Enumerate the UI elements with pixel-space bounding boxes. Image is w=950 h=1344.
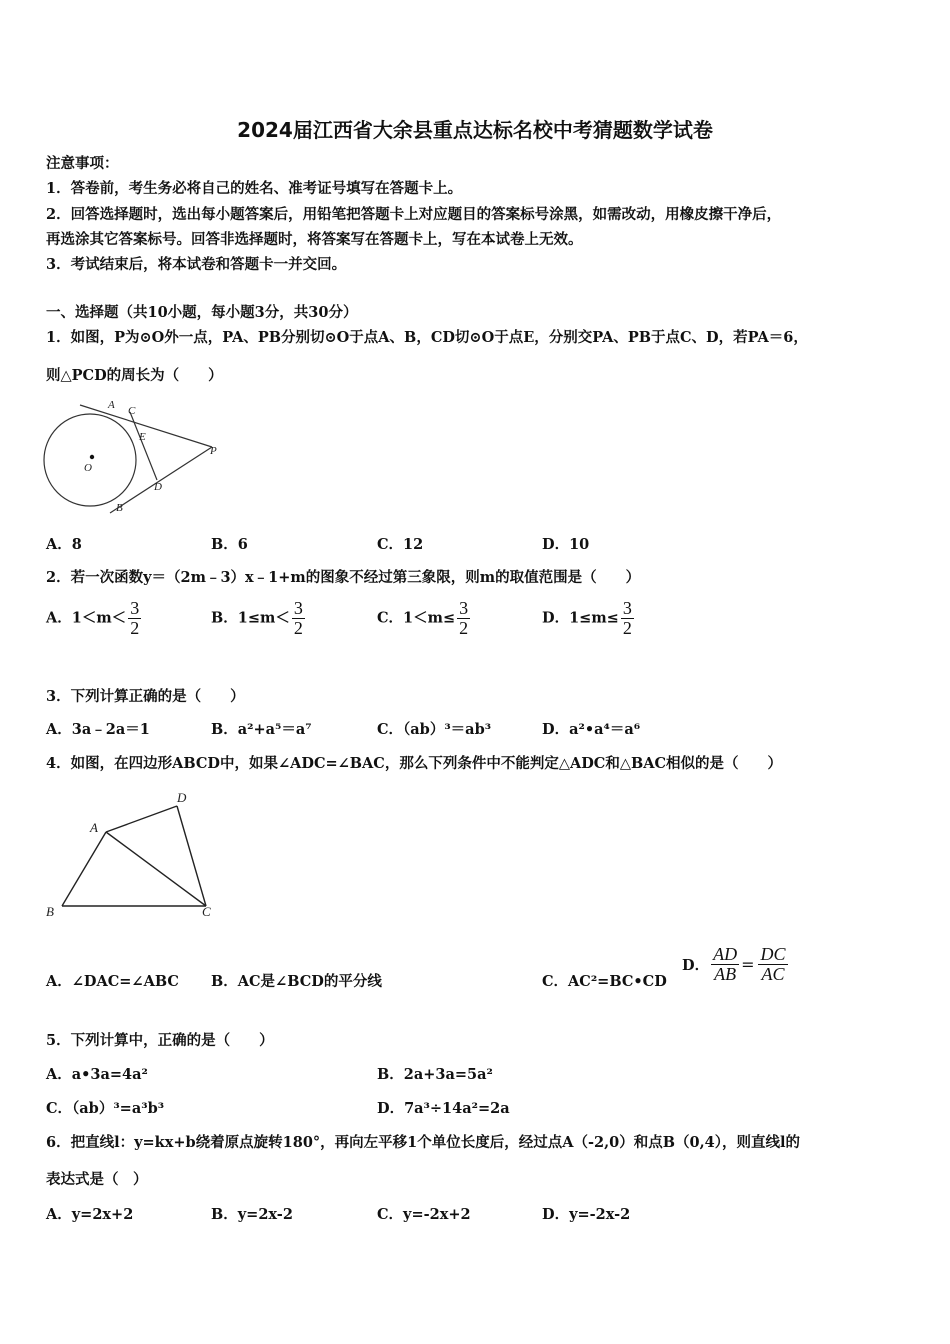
label-b: B (116, 502, 123, 514)
segment-dc (177, 806, 206, 906)
denominator: 2 (130, 617, 140, 638)
q6-option-c: C．y=-2x+2 (377, 1206, 471, 1223)
denominator: AC (761, 963, 785, 984)
denominator: AB (714, 963, 737, 984)
page-title: 2024届江西省大余县重点达标名校中考猜题数学试卷 (237, 118, 713, 142)
q4-quadrilateral-figure (44, 790, 224, 920)
notice-heading: 注意事项： (46, 155, 119, 172)
label-p: P (210, 445, 217, 457)
q5-option-c: C．（ab）³=a³b³ (46, 1100, 165, 1117)
q6-option-b: B．y=2x-2 (211, 1206, 293, 1223)
q5-option-b: B．2a+3a=5a² (377, 1066, 493, 1083)
q6-option-a: A．y=2x+2 (46, 1206, 134, 1223)
notice-item-1: 1．答卷前，考生务必将自己的姓名、准考证号填写在答题卡上。 (46, 180, 463, 197)
numerator: 3 (293, 598, 303, 618)
q4-option-a: A．∠DAC=∠ABC (46, 973, 179, 990)
q3-stem: 3．下列计算正确的是（ ） (46, 688, 245, 705)
q4-option-d-prefix: D． (682, 956, 710, 974)
q6-option-d: D．y=-2x-2 (542, 1206, 631, 1223)
label-d: D (154, 481, 162, 493)
q3-option-d: D．a²•a⁴＝a⁶ (542, 721, 641, 738)
fraction-dc-ac (758, 945, 787, 984)
segment-ad (106, 806, 177, 832)
q4-stem: 4．如图，在四边形ABCD中，如果∠ADC=∠BAC，那么下列条件中不能判定△ADC和△BAC相似的是（ ） (46, 755, 783, 772)
segment-ab (62, 832, 106, 906)
q1-stem-line2: 则△PCD的周长为（ ） (46, 367, 223, 384)
q1-option-a: A．8 (46, 536, 82, 553)
q4-option-d (682, 945, 788, 984)
q2-option-c (377, 599, 470, 638)
q1-stem-line1: 1．如图，P为⊙O外一点，PA、PB分别切⊙O于点A、B，CD切⊙O于点E，分别交PA、PB于点C、D，若PA＝6， (46, 329, 808, 346)
q1-option-c: C．12 (377, 536, 424, 553)
q2-stem: 2．若一次函数y＝（2m﹣3）x﹣1+m的图象不经过第三象限，则m的取值范围是（ ） (46, 569, 641, 586)
notice-item-2b: 再选涂其它答案标号。回答非选择题时，将答案写在答题卡上，写在本试卷上无效。 (46, 231, 583, 248)
label-c: C (202, 904, 211, 919)
q3-option-c: C．（ab）³＝ab³ (377, 721, 492, 738)
q3-option-a: A．3a﹣2a＝1 (46, 721, 150, 738)
q2-option-b-prefix: B．1≤m＜ (211, 609, 290, 627)
circle-o (44, 414, 136, 506)
q1-circle-tangent-figure (40, 395, 230, 520)
fraction-ad-ab (711, 945, 739, 984)
q5-stem: 5．下列计算中，正确的是（ ） (46, 1032, 274, 1049)
numerator: AD (713, 944, 738, 964)
label-o: O (84, 462, 92, 474)
section-heading: 一、选择题（共10小题，每小题3分，共30分） (46, 304, 358, 321)
q6-stem-line2: 表达式是（ ） (46, 1171, 148, 1188)
q1-option-b: B．6 (211, 536, 248, 553)
label-a: A (90, 820, 98, 835)
q2-option-a-prefix: A．1＜m＜ (46, 609, 127, 627)
label-c: C (128, 405, 136, 417)
numerator: 3 (459, 598, 469, 618)
q3-option-b: B．a²+a⁵＝a⁷ (211, 721, 312, 738)
fraction (128, 599, 141, 638)
numerator: 3 (622, 598, 632, 618)
center-point (90, 455, 94, 459)
notice-item-2a: 2．回答选择题时，选出每小题答案后，用铅笔把答题卡上对应题目的答案标号涂黑，如需改动，用橡皮擦干净后， (46, 206, 782, 223)
q2-option-b (211, 599, 305, 638)
label-d: D (177, 790, 187, 805)
segment-ac (106, 832, 206, 906)
q2-option-c-prefix: C．1＜m≤ (377, 609, 456, 627)
fraction (457, 599, 470, 638)
q5-option-a: A．a•3a=4a² (46, 1066, 148, 1083)
label-b: B (46, 904, 54, 919)
q2-option-d (542, 599, 634, 638)
label-e: E (139, 431, 146, 443)
q5-option-d: D．7a³÷14a²=2a (377, 1100, 510, 1117)
numerator: DC (760, 944, 786, 964)
q4-option-c: C．AC²=BC•CD (542, 973, 667, 990)
tangent-pb (110, 447, 212, 513)
label-a: A (108, 399, 115, 411)
fraction (292, 599, 305, 638)
numerator: 3 (130, 598, 140, 618)
denominator: 2 (293, 617, 303, 638)
tangent-pa (80, 405, 212, 447)
equals-sign: = (741, 954, 755, 974)
q2-option-d-prefix: D．1≤m≤ (542, 609, 619, 627)
q6-stem-line1: 6．把直线l：y=kx+b绕着原点旋转180°，再向左平移1个单位长度后，经过点A（-2,0）和点B（0,4），则直线l的 (46, 1134, 800, 1151)
denominator: 2 (622, 617, 632, 638)
q1-option-d: D．10 (542, 536, 590, 553)
fraction (621, 599, 634, 638)
q4-option-b: B．AC是∠BCD的平分线 (211, 973, 382, 990)
denominator: 2 (459, 617, 469, 638)
q2-option-a (46, 599, 141, 638)
notice-item-3: 3．考试结束后，将本试卷和答题卡一并交回。 (46, 256, 347, 273)
